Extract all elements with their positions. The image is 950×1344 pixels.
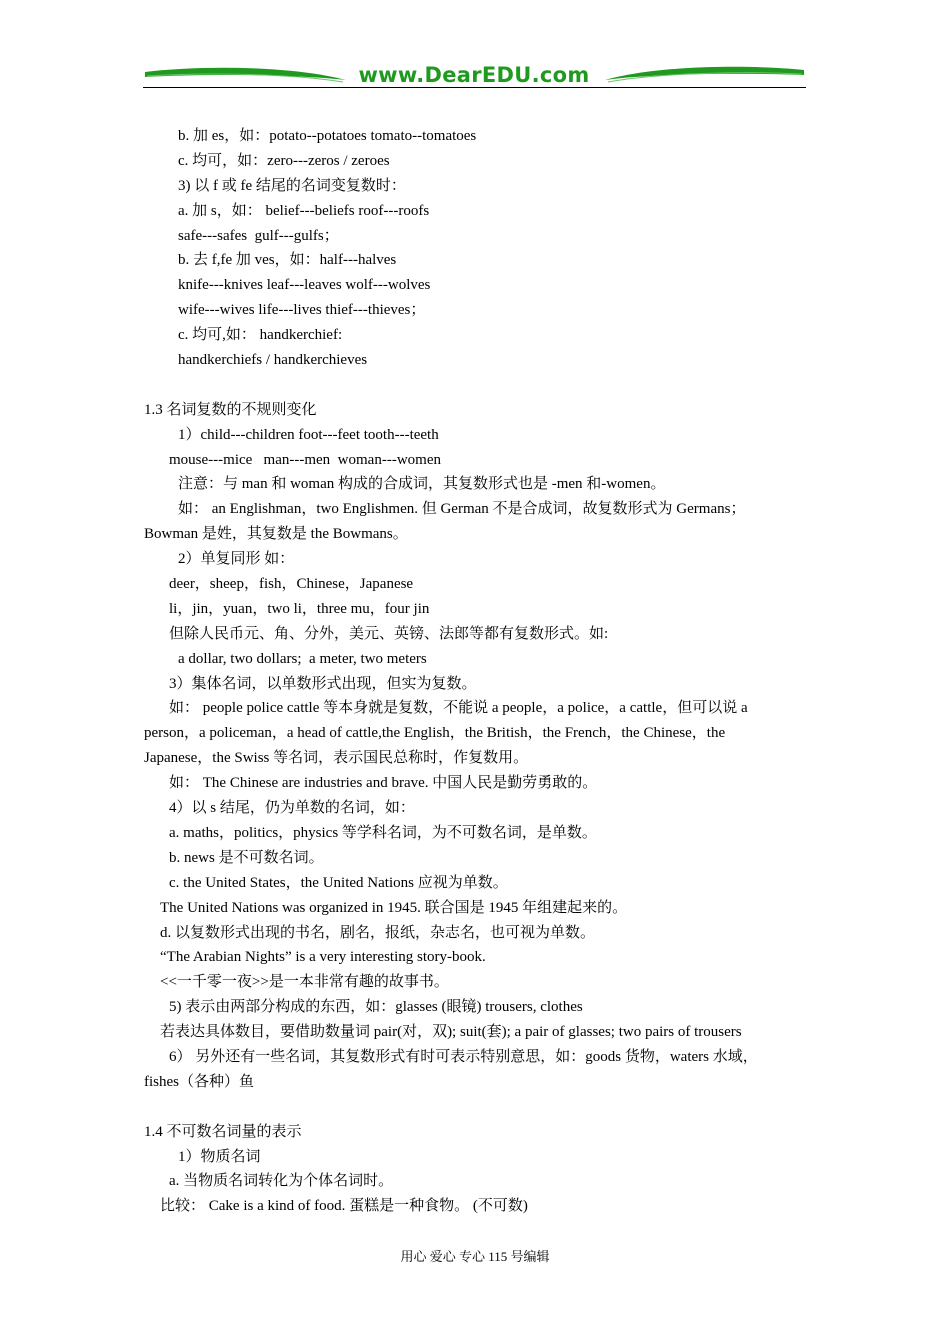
text-line: a. 加 s，如： belief---beliefs roof---roofs xyxy=(178,202,430,219)
text-line: The United Nations was organized in 1945. 联合国是 1945 年组建起来的。 xyxy=(160,899,628,916)
text-line: handkerchiefs / handkerchieves xyxy=(178,352,368,369)
text-line: 若表达具体数目，要借助数量词 pair(对，双); suit(套); a pair of glasses; two pairs of trousers xyxy=(160,1024,742,1041)
text-line: 1.4 不可数名词量的表示 xyxy=(144,1123,302,1140)
text-line: 3）集体名词，以单数形式出现，但实为复数。 xyxy=(169,675,477,692)
text-line: fishes（各种）鱼 xyxy=(144,1073,254,1090)
text-line: b. 去 f,fe 加 ves，如：half---halves xyxy=(178,252,397,269)
text-line: c. the United States，the United Nations 应视为单数。 xyxy=(169,874,508,891)
text-line: “The Arabian Nights” is a very interesting story-book. xyxy=(160,949,486,966)
text-line: 1）child---children foot---feet tooth---teeth xyxy=(178,426,439,443)
text-line: 如： The Chinese are industries and brave. 中国人民是勤劳勇敢的。 xyxy=(169,775,598,792)
blank-line xyxy=(144,1095,814,1120)
text-line: mouse---mice man---men woman---women xyxy=(169,451,441,468)
text-line: b. 加 es，如：potato--potatoes tomato--tomatoes xyxy=(178,128,477,144)
text-line: safe---safes gulf---gulfs； xyxy=(178,227,339,244)
page-footer: 用心 爱心 专心 115 号编辑 xyxy=(400,1249,550,1264)
text-line: 但除人民币元、角、分外，美元、英镑、法郎等都有复数形式。如: xyxy=(169,625,609,642)
text-line: c. 均可，如：zero---zeros / zeroes xyxy=(178,152,390,169)
text-line: Bowman 是姓，其复数是 the Bowmans。 xyxy=(144,526,408,543)
text-line: 1.3 名词复数的不规则变化 xyxy=(144,401,317,418)
text-line: <<一千零一夜>>是一本非常有趣的故事书。 xyxy=(160,974,449,991)
text-line: c. 均可,如： handkerchief: xyxy=(178,327,343,344)
text-line: person，a policeman，a head of cattle,the English，the British，the French，the Chinese，the xyxy=(144,725,726,742)
text-line: Japanese，the Swiss 等名词，表示国民总称时，作复数用。 xyxy=(144,750,529,767)
text-line: 2）单复同形 如： xyxy=(178,551,295,568)
text-line: deer，sheep，fish，Chinese，Japanese xyxy=(169,576,414,593)
text-line: wife---wives life---lives thief---thieves； xyxy=(178,302,426,319)
text-line: 3) 以 f 或 fe 结尾的名词变复数时： xyxy=(178,177,406,194)
text-line: 如： an Englishman，two Englishmen. 但 German 不是合成词，故复数形式为 Germans； xyxy=(178,501,746,518)
text-line: 比较： Cake is a kind of food. 蛋糕是一种食物。 (不可数) xyxy=(160,1198,528,1215)
text-line: 如： people police cattle 等本身就是复数，不能说 a people，a police，a cattle，但可以说 a xyxy=(169,700,748,717)
text-line: 注意：与 man 和 woman 构成的合成词，其复数形式也是 -men 和-women。 xyxy=(178,476,666,493)
text-line: d. 以复数形式出现的书名，剧名，报纸，杂志名，也可视为单数。 xyxy=(160,924,596,941)
text-line: a dollar, two dollars; a meter, two meters xyxy=(178,650,427,667)
text-line: 6） 另外还有一些名词，其复数形式有时可表示特别意思，如：goods 货物，waters 水域， xyxy=(169,1048,758,1065)
text-line: li，jin，yuan，two li，three mu，four jin xyxy=(169,600,430,617)
header-rule xyxy=(143,87,806,88)
site-logo-text[interactable]: www.DearEDU.com xyxy=(358,63,590,87)
text-line: b. news 是不可数名词。 xyxy=(169,849,324,866)
document-body xyxy=(144,124,814,1219)
text-line: 1）物质名词 xyxy=(178,1148,261,1165)
text-line: a. 当物质名词转化为个体名词时。 xyxy=(169,1173,394,1190)
text-line: 5) 表示由两部分构成的东西，如：glasses (眼镜) trousers, clothes xyxy=(169,999,583,1016)
text-line: a. maths，politics，physics 等学科名词，为不可数名词，是单数。 xyxy=(169,824,597,841)
text-line: 4）以 s 结尾，仍为单数的名词，如： xyxy=(169,800,415,817)
blank-line xyxy=(144,373,814,398)
text-line: knife---knives leaf---leaves wolf---wolves xyxy=(178,277,431,294)
